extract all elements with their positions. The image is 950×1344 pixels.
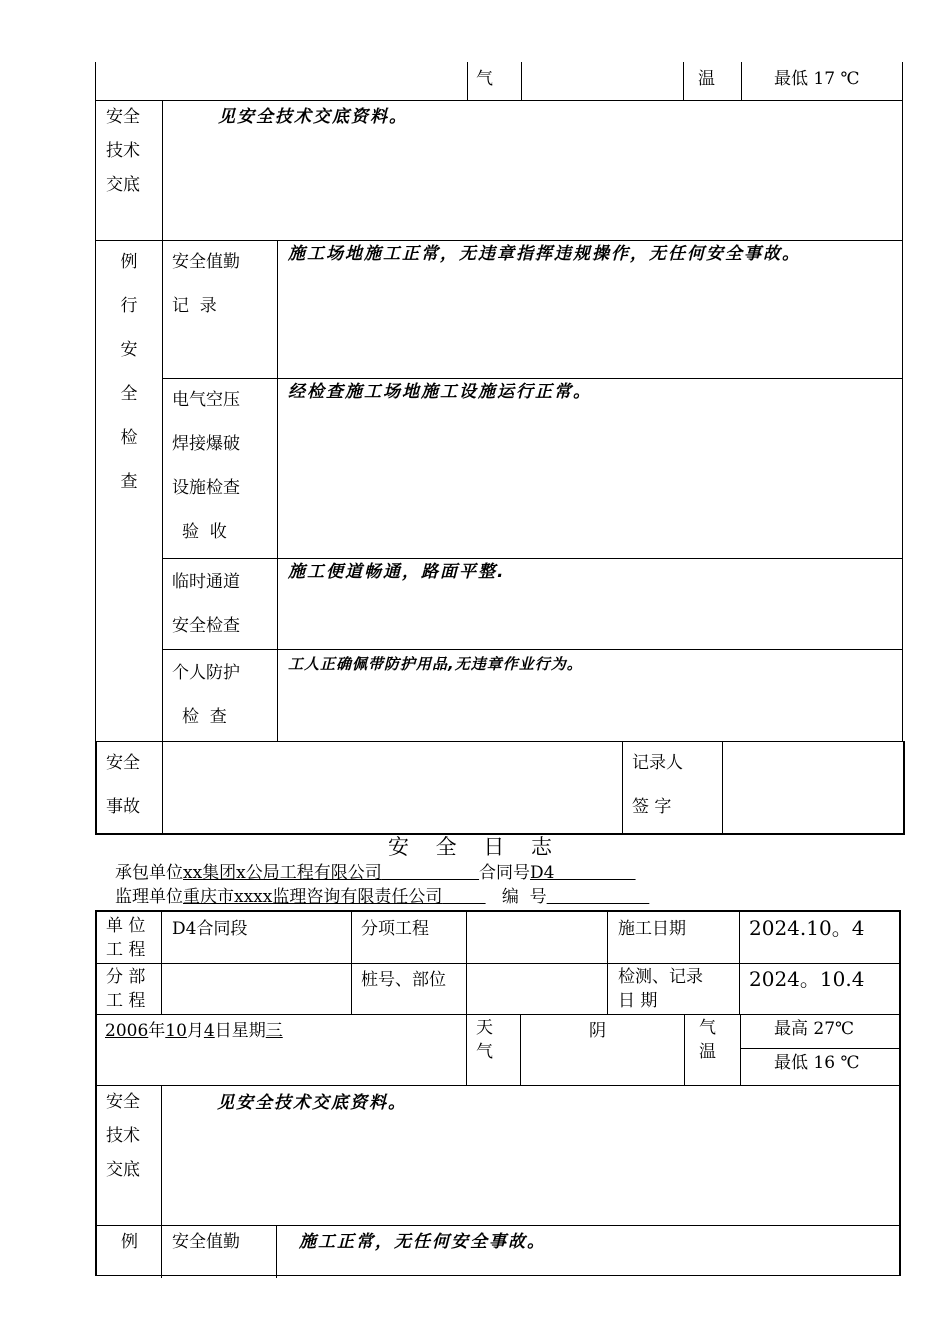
protection-check-label: 个人防护 检 查 — [172, 663, 240, 727]
unit-value: D4合同段 — [172, 919, 248, 939]
supervisor-value: 重庆市xxxx监理咨询有限责任公司 — [183, 887, 443, 907]
routine-first-char: 例 — [121, 1232, 138, 1252]
temp-label: 气 温 — [699, 1018, 716, 1062]
wen-char: 温 — [698, 69, 715, 89]
page-title: 安 全 日 志 — [387, 835, 563, 859]
passage-check-content: 施工便道畅通，路面平整. — [288, 562, 506, 582]
construction-date-label: 施工日期 — [618, 919, 686, 939]
safety-tech-content-2: 见安全技术交底资料。 — [217, 1093, 407, 1113]
safety-tech-label: 安全 技术 交底 — [106, 107, 140, 195]
supervisor-line: 监理单位重庆市xxxx监理咨询有限责任公司 编 号 — [115, 885, 649, 909]
recorder-label: 记录人 签 字 — [632, 753, 683, 817]
subitem-label: 分项工程 — [361, 919, 429, 939]
part-label: 分 部 工 程 — [106, 967, 146, 1011]
top-row — [95, 62, 903, 101]
log-table — [95, 910, 901, 1276]
duty-record-content: 施工场地施工正常，无违章指挥违规操作，无任何安全事故。 — [288, 244, 801, 264]
safety-tech-row — [95, 100, 903, 241]
equipment-check-label: 电气空压 焊接爆破 设施检查 验 收 — [172, 390, 240, 542]
pile-label: 桩号、部位 — [361, 970, 446, 990]
inspect-date-value: 2024。10.4 — [749, 967, 865, 991]
safety-tech-label-2: 安全 技术 交底 — [106, 1092, 140, 1180]
routine-check-block — [95, 240, 903, 742]
date-line: 2006年10月4日星期三 — [105, 1021, 283, 1041]
serial-value — [547, 887, 650, 907]
weather-label: 天 气 — [476, 1018, 493, 1062]
unit-label: 单 位 工 程 — [106, 916, 146, 960]
safety-tech-content: 见安全技术交底资料。 — [218, 107, 408, 127]
temp-low: 最低 17 ℃ — [774, 69, 860, 89]
protection-check-content: 工人正确佩带防护用品,无违章作业行为。 — [288, 655, 583, 673]
routine-check-label: 例 行 安 全 检 查 — [120, 252, 138, 492]
construction-date-value: 2024.10。4 — [749, 916, 865, 940]
accident-row — [95, 741, 905, 835]
equipment-check-content: 经检查施工场地施工设施运行正常。 — [288, 382, 592, 402]
contract-no-value: D4 — [530, 863, 555, 883]
duty-record-label: 安全值勤 记 录 — [172, 252, 240, 316]
weather-value: 阴 — [589, 1021, 606, 1041]
passage-check-label: 临时通道 安全检查 — [172, 572, 240, 636]
accident-label: 安全 事故 — [106, 753, 140, 817]
duty-content-2: 施工正常，无任何安全事故。 — [299, 1232, 546, 1252]
qi-char: 气 — [476, 69, 493, 89]
temp-high: 最高 27℃ — [774, 1019, 855, 1039]
inspect-date-label: 检测、记录 日 期 — [618, 967, 703, 1011]
temp-low-2: 最低 16 ℃ — [774, 1053, 860, 1073]
contractor-line: 承包单位xx集团x公局工程有限公司 合同号D4 — [115, 861, 636, 885]
duty-label-2: 安全值勤 — [172, 1232, 240, 1252]
contractor-value: xx集团x公局工程有限公司 — [183, 863, 382, 883]
